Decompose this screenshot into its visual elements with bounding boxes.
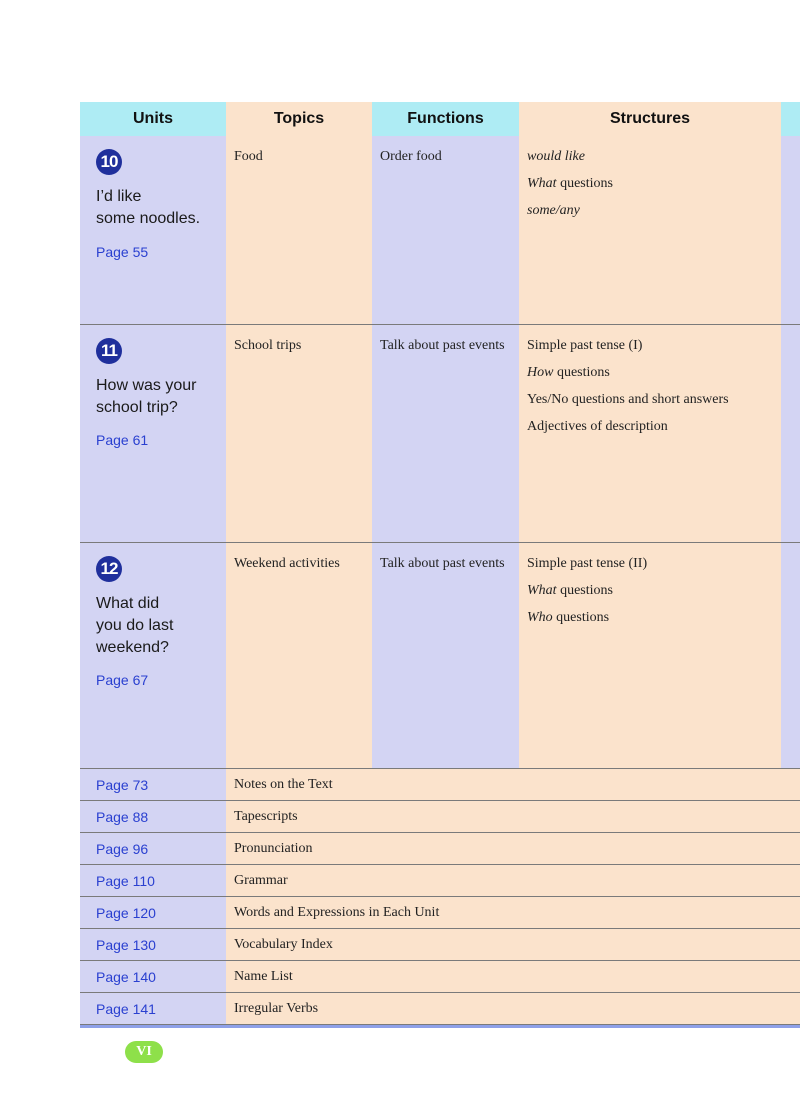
structure-item: What questions xyxy=(527,176,613,191)
appendix-label: Grammar xyxy=(226,865,800,896)
topic-text: School trips xyxy=(234,338,302,353)
appendix-label: Words and Expressions in Each Unit xyxy=(226,897,800,928)
appendix-page-link[interactable]: Page 73 xyxy=(80,769,226,800)
structures-cell xyxy=(519,325,781,542)
extra-column-cell xyxy=(781,543,800,768)
appendix-label: Irregular Verbs xyxy=(226,993,800,1024)
appendix-row xyxy=(80,833,800,865)
topic-cell xyxy=(226,325,372,542)
structure-item: Simple past tense (I) xyxy=(527,338,643,353)
appendix-page-link[interactable]: Page 141 xyxy=(80,993,226,1024)
header-functions: Functions xyxy=(372,102,519,136)
structure-item: would like xyxy=(527,149,585,164)
appendix-row xyxy=(80,801,800,833)
header-units: Units xyxy=(80,102,226,136)
unit-row xyxy=(80,543,800,769)
structure-item: Simple past tense (II) xyxy=(527,556,648,571)
structures-list xyxy=(527,550,647,631)
appendix-row xyxy=(80,769,800,801)
structures-cell xyxy=(519,136,781,324)
function-cell xyxy=(372,136,519,324)
structures-list xyxy=(527,143,613,224)
table-bottom-border xyxy=(80,1025,800,1028)
structures-list xyxy=(527,332,729,440)
appendix-label: Notes on the Text xyxy=(226,769,800,800)
header-topics: Topics xyxy=(226,102,372,136)
structure-item: Yes/No questions and short answers xyxy=(527,392,729,407)
unit-row xyxy=(80,136,800,325)
unit-cell xyxy=(80,136,226,324)
header-extra-column xyxy=(781,102,800,136)
topic-text: Food xyxy=(234,149,263,164)
structure-item: some/any xyxy=(527,203,580,218)
structure-item: Adjectives of description xyxy=(527,419,668,434)
appendix-page-link[interactable]: Page 130 xyxy=(80,929,226,960)
unit-number-badge: 11 xyxy=(96,338,122,364)
appendix-row xyxy=(80,929,800,961)
appendix-row xyxy=(80,865,800,897)
unit-title: How was your school trip? xyxy=(96,377,197,416)
table-header xyxy=(80,102,800,136)
topic-cell xyxy=(226,543,372,768)
appendix-row xyxy=(80,993,800,1025)
unit-page-link[interactable]: Page 55 xyxy=(96,244,149,260)
header-structures: Structures xyxy=(519,102,781,136)
appendix-label: Pronunciation xyxy=(226,833,800,864)
contents-table xyxy=(80,102,800,1028)
function-cell xyxy=(372,543,519,768)
structure-item: Who questions xyxy=(527,610,610,625)
appendix-page-link[interactable]: Page 96 xyxy=(80,833,226,864)
extra-column-cell xyxy=(781,136,800,324)
function-cell xyxy=(372,325,519,542)
appendix-row xyxy=(80,961,800,993)
function-text: Talk about past events xyxy=(380,556,505,571)
unit-page-link[interactable]: Page 67 xyxy=(96,672,149,688)
unit-row xyxy=(80,325,800,543)
topic-cell xyxy=(226,136,372,324)
appendix-page-link[interactable]: Page 140 xyxy=(80,961,226,992)
extra-column-cell xyxy=(781,325,800,542)
structures-cell xyxy=(519,543,781,768)
topic-text: Weekend activities xyxy=(234,556,340,571)
appendix-row xyxy=(80,897,800,929)
unit-number-badge: 12 xyxy=(96,556,122,582)
unit-number-badge: 10 xyxy=(96,149,122,175)
unit-title: What did you do last weekend? xyxy=(96,595,174,656)
appendix-label: Vocabulary Index xyxy=(226,929,800,960)
page-number-badge: VI xyxy=(125,1041,163,1063)
appendix-page-link[interactable]: Page 120 xyxy=(80,897,226,928)
unit-cell xyxy=(80,543,226,768)
unit-cell xyxy=(80,325,226,542)
appendix-label: Tapescripts xyxy=(226,801,800,832)
appendix-page-link[interactable]: Page 88 xyxy=(80,801,226,832)
unit-title: I’d like some noodles. xyxy=(96,188,201,227)
structure-item: How questions xyxy=(527,365,610,380)
function-text: Order food xyxy=(380,149,442,164)
function-text: Talk about past events xyxy=(380,338,505,353)
appendix-page-link[interactable]: Page 110 xyxy=(80,865,226,896)
unit-page-link[interactable]: Page 61 xyxy=(96,432,149,448)
appendix-label: Name List xyxy=(226,961,800,992)
structure-item: What questions xyxy=(527,583,613,598)
appendix-list xyxy=(80,769,800,1028)
